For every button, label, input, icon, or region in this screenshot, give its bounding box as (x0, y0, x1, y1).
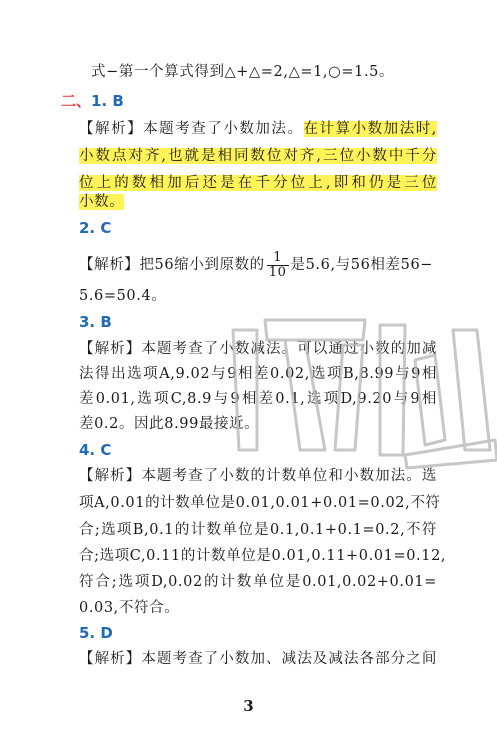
text-line: 0.03,不符合。 (79, 600, 180, 616)
highlighted-text: 在计算小数加法时, (303, 121, 437, 137)
question-number-3: 3. B (79, 313, 112, 331)
text-line: 【解析】本题考查了小数加、减法及减法各部分之间 (79, 651, 437, 667)
text-line: 5.6=50.4。 (79, 288, 167, 304)
section-label: 二、 (61, 92, 92, 110)
question-number-4: 4. C (79, 441, 112, 459)
analysis-text: 【解析】本题考查了小数加法。 (79, 121, 304, 137)
text-line (79, 146, 437, 166)
text-line: 合;选项C,0.11的计数单位是0.01,0.11+0.01=0.12, (79, 548, 447, 564)
text-line: 差0.01,选项C,8.9与9相差0.1,选项D,9.20与9相 (79, 391, 437, 407)
question-number-1 (61, 90, 124, 111)
text-line: 项A,0.01的计数单位是0.01,0.01+0.01=0.02,不符 (79, 495, 441, 511)
question-number-2: 2. C (79, 219, 112, 237)
question-answer-1: 1. B (91, 92, 124, 110)
text-line (79, 250, 437, 280)
text-line: 式−第一个算式得到△+△=2,△=1,○=1.5。 (91, 64, 395, 80)
text-line: 【解析】本题考查了小数的计数单位和小数加法。选 (79, 468, 437, 484)
text-line (79, 173, 437, 193)
page-number: 3 (243, 697, 254, 715)
highlighted-text: 小数点对齐,也就是相同数位对齐,三位小数中千分 (79, 148, 437, 164)
text-line (79, 119, 437, 139)
question-number-5: 5. D (79, 624, 113, 642)
fraction (267, 251, 289, 280)
text-line (79, 192, 437, 212)
text-line: 法得出选项A,9.02与9相差0.02,选项B,8.99与9相 (79, 366, 437, 382)
analysis-text: 【解析】把56缩小到原数的 (79, 257, 265, 273)
fraction-numerator: 1 (267, 251, 289, 266)
text-line: 【解析】本题考查了小数减法。可以通过小数的加减 (79, 341, 437, 357)
watermark-logo (215, 300, 497, 470)
text-line: 符合;选项D,0.02的计数单位是0.01,0.02+0.01= (79, 574, 437, 590)
highlighted-text: 位上的数相加后还是在千分位上,即和仍是三位 (79, 175, 437, 191)
text-line: 合;选项B,0.1的计数单位是0.1,0.1+0.1=0.2,不符 (79, 522, 437, 538)
analysis-text: 是5.6,与56相差56− (290, 257, 434, 273)
text-line: 差0.2。因此8.99最接近。 (79, 416, 260, 432)
fraction-denominator: 10 (268, 264, 287, 280)
highlighted-text: 小数。 (79, 194, 125, 210)
